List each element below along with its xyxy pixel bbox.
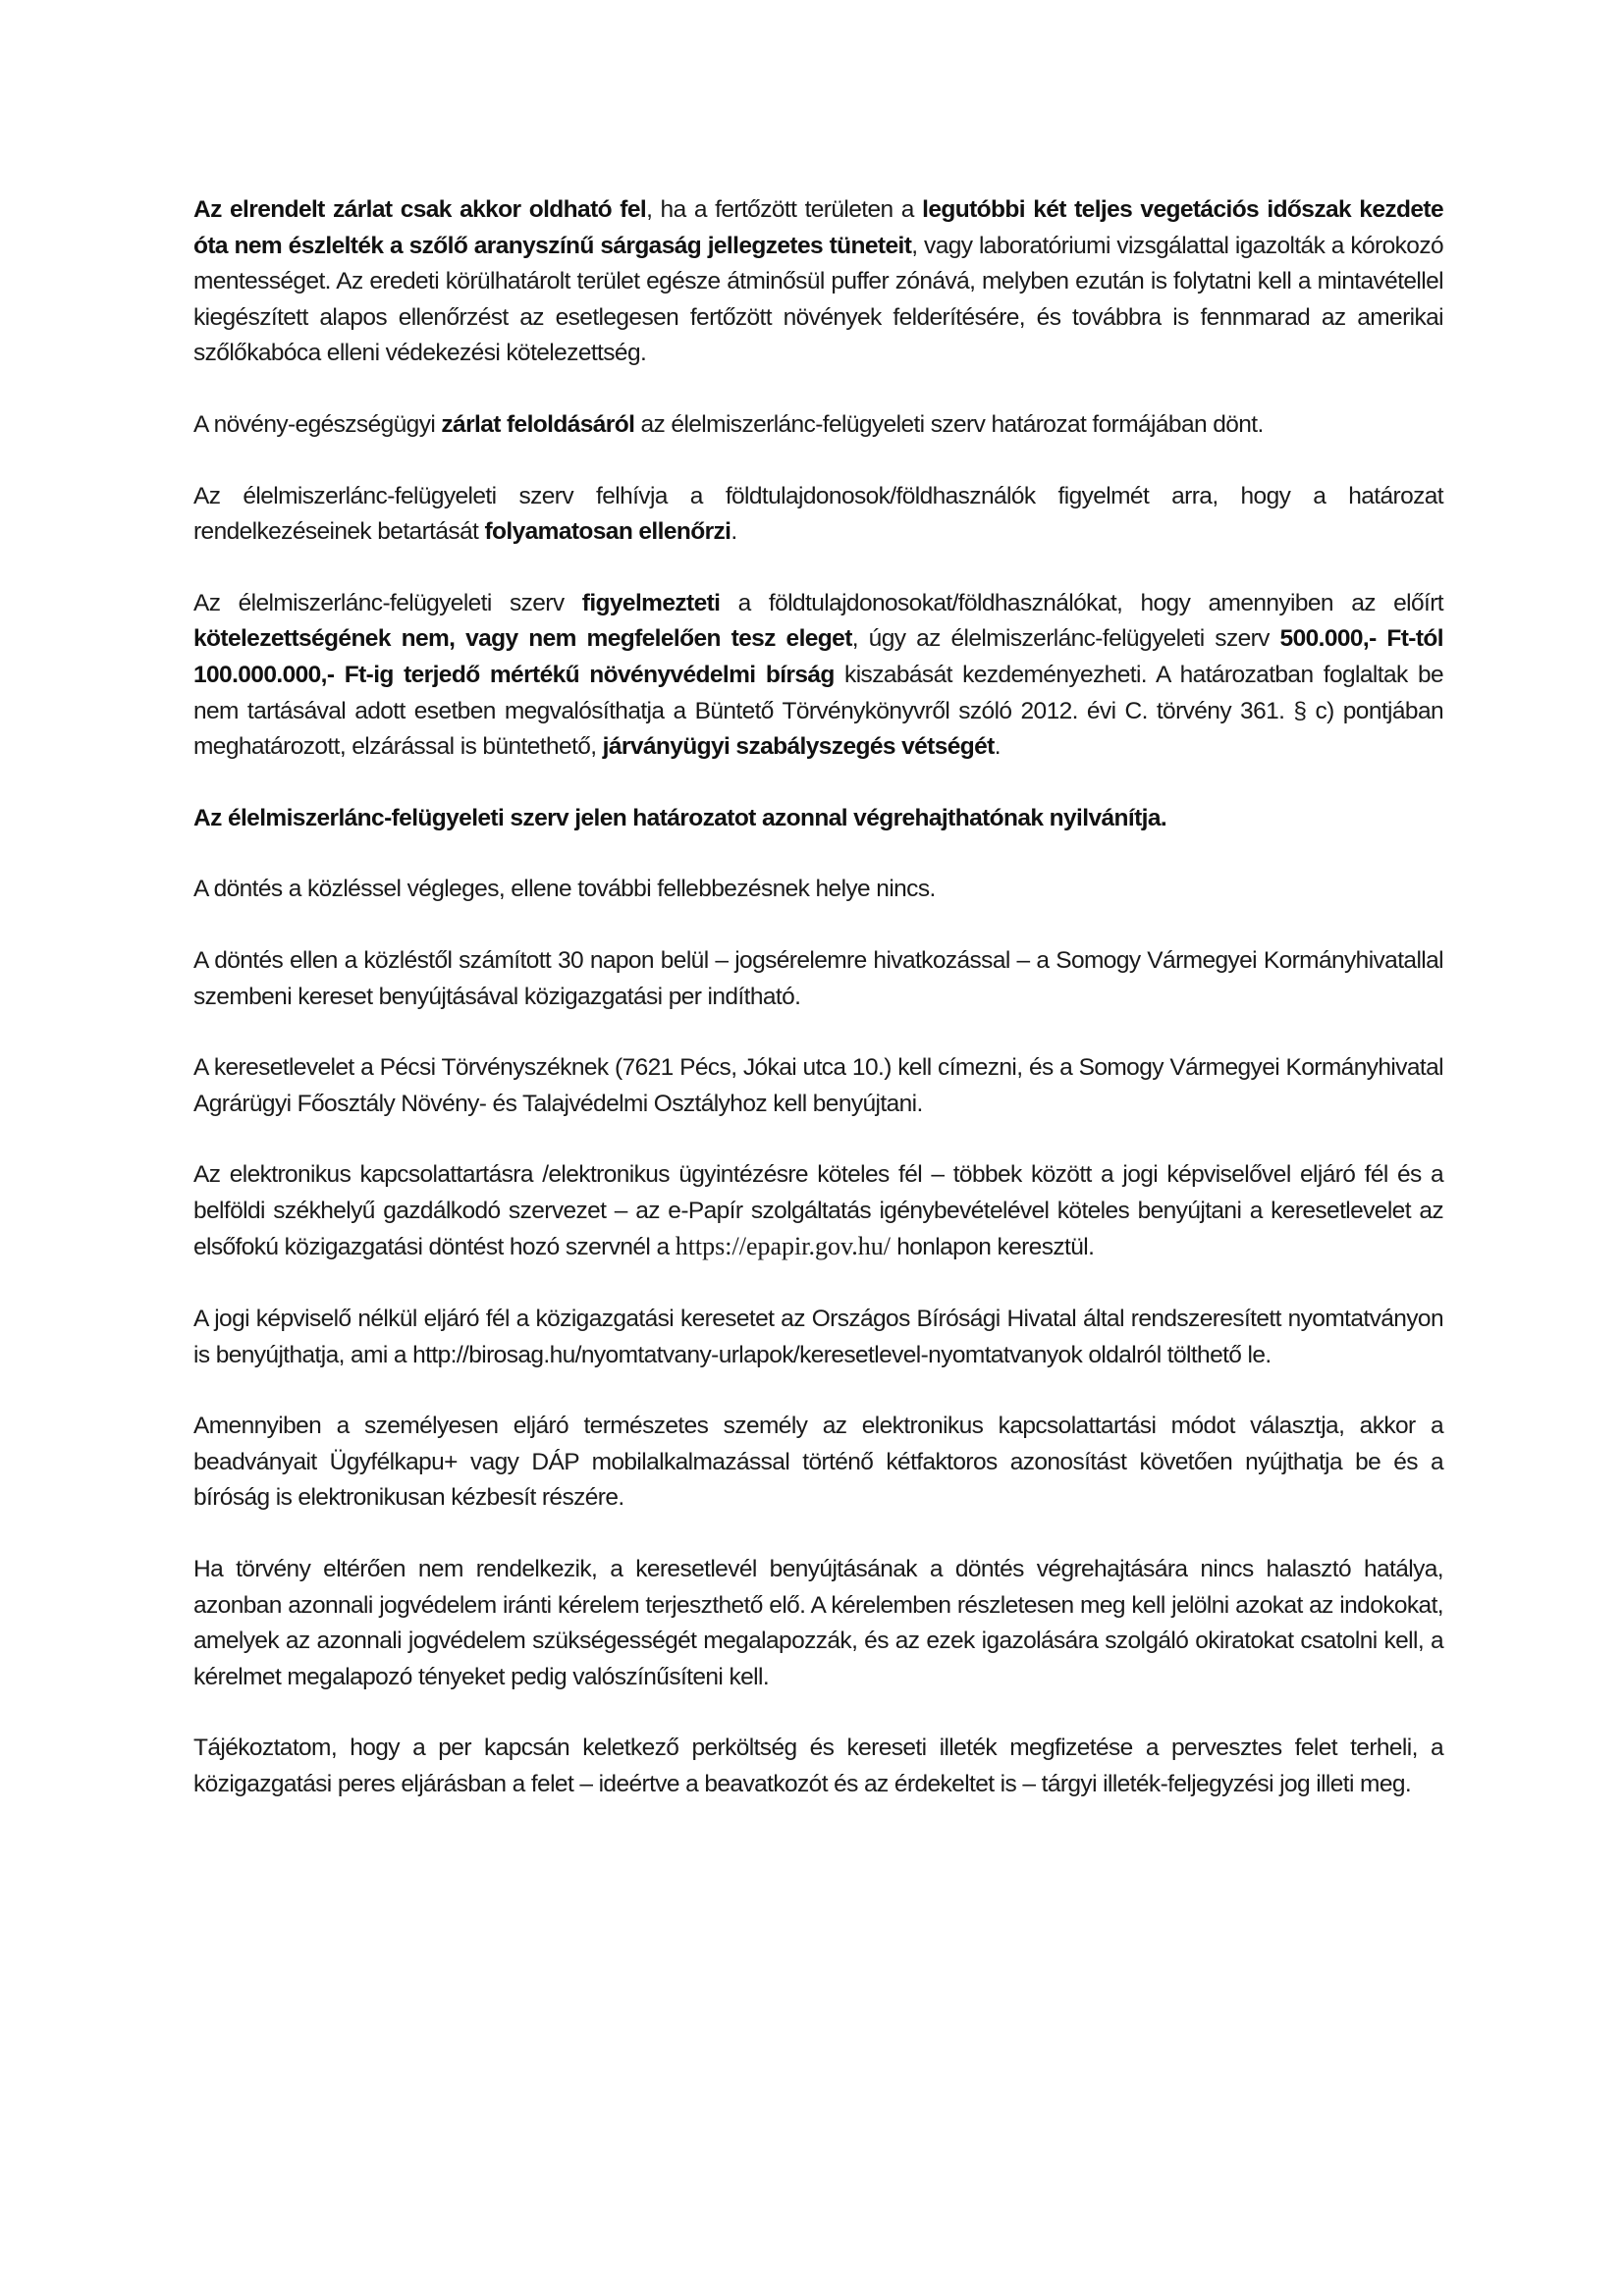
bold-text: legutóbbi két teljes vegetációs időszak kezdete óta nem észlelték a szőlő aranyszínű sárgaság jellegzetes tüneteit — [193, 196, 1443, 259]
text: Amennyiben a személyesen eljáró természetes személy az elektronikus kapcsolattartási módot választja, akkor a beadványait Ügyfélkapu+ vagy DÁP mobilalkalmazással történő kétfaktoros azonosítást követően nyújthatja be és a bíróság is elektronikusan kézbesít részére. — [193, 1413, 1443, 1512]
bold-text: járványügyi szabályszegés vétségét — [602, 733, 995, 761]
text: az élelmiszerlánc-felügyeleti szerv határozat formájában dönt. — [634, 410, 1264, 438]
text: . — [731, 518, 737, 546]
paragraph-zarlat-feloldasarol — [193, 407, 1443, 444]
text: A keresetlevelet a Pécsi Törvényszéknek (7621 Pécs, Jókai utca 10.) kell címezni, és a Somogy Vármegyei Kormányhivatal Agrárügyi Főosztály Növény- és Talajvédelmi Osztályhoz kell benyújtani. — [193, 1054, 1443, 1117]
text: , úgy az élelmiszerlánc-felügyeleti szerv — [851, 625, 1280, 653]
text: A döntés a közléssel végleges, ellene további fellebbezésnek helye nincs. — [193, 876, 936, 903]
paragraph-zarlat-feloldas-feltetelei — [193, 192, 1443, 372]
bold-text: kötelezettségének nem, vagy nem megfelelően tesz eleget — [193, 625, 852, 653]
paragraph-elektronikus-kapcsolattartas — [193, 1157, 1443, 1266]
text: , ha a fertőzött területen a — [646, 196, 923, 223]
text: . — [994, 733, 1001, 761]
text: a földtulajdonosokat/földhasználókat, hogy amennyiben az előírt — [720, 589, 1443, 616]
text: kiszabását kezdeményezheti. A határozatban foglaltak be nem tartásával adott esetben megvalósíthatja a Büntető Törvénykönyvről szóló 2012. évi C. törvény 361. § c) pontjában meghatározott, elzárással is büntethető, — [193, 661, 1443, 761]
text: , vagy laboratóriumi vizsgálattal igazolták a kórokozó mentességet. Az eredeti körülhatárolt terület egésze átminősül puffer zónává, melyben ezután is folytatni kell a mintavétellel kiegészített alapos ellenőrzést az esetlegesen fertőzött növények felderítésére, és továbbra is fennmarad az amerikai szőlőkabóca elleni védekezési kötelezettség. — [193, 232, 1443, 367]
document-page — [193, 192, 1443, 1839]
text: Az élelmiszerlánc-felügyeleti szerv felhívja a földtulajdonosok/földhasználók figyelmét arra, hogy a határozat rendelkezéseinek betartását — [193, 482, 1443, 546]
bold-text: figyelmezteti — [581, 589, 721, 616]
paragraph-nyomtatvany — [193, 1302, 1443, 1373]
bold-text: Az elrendelt zárlat csak akkor oldható fel — [193, 196, 647, 223]
text: Ha törvény eltérően nem rendelkezik, a keresetlevél benyújtásának a döntés végrehajtására nincs halasztó hatálya, azonban azonnali jogvédelem iránti kérelem terjeszthető elő. A kérelemben részletesen meg kell jelölni azokat az indokokat, amelyek az azonnali jogvédelem szükségességét megalapozzák, és az ezek igazolására szolgáló okiratokat csatolni kell, a kérelmet megalapozó tényeket pedig valószínűsíteni kell. — [193, 1556, 1443, 1690]
text: Tájékoztatom, hogy a per kapcsán keletkező perköltség és kereseti illeték megfizetése a pervesztes felet terheli, a közigazgatási peres eljárásban a felet – ideértve a beavatkozót és az érdekeltet is – tárgyi illeték-feljegyzési jog illeti meg. — [193, 1735, 1443, 1797]
bold-text: Az élelmiszerlánc-felügyeleti szerv jelen határozatot azonnal végrehajthatónak nyilvánítja. — [193, 804, 1167, 831]
paragraph-halaszto-hataly — [193, 1552, 1443, 1695]
paragraph-ugyfelkapu — [193, 1409, 1443, 1517]
text: honlapon keresztül. — [891, 1234, 1095, 1261]
paragraph-perkoltseg — [193, 1731, 1443, 1802]
text: A növény-egészségügyi — [193, 410, 442, 438]
paragraph-azonnal-vegrehajthato — [193, 801, 1443, 837]
paragraph-vegleges-dontes — [193, 872, 1443, 908]
paragraph-kozigazgatasi-per — [193, 943, 1443, 1015]
paragraph-keresetlevel-cimzese — [193, 1050, 1443, 1122]
bold-text: zárlat feloldásáról — [441, 410, 635, 438]
text: A jogi képviselő nélkül eljáró fél a közigazgatási keresetet az Országos Bírósági Hivatal által rendszeresített nyomtatványon is benyújthatja, ami a http://birosag.hu/nyomtatvany-urlapok/keresetlevel-nyomtatvanyok oldalról tölthető le. — [193, 1306, 1443, 1368]
paragraph-ellenorzes — [193, 479, 1443, 551]
bold-text: folyamatosan ellenőrzi — [484, 518, 731, 546]
bold-text: 500.000,- Ft-tól 100.000.000,- Ft-ig terjedő mértékű növényvédelmi bírság — [193, 625, 1443, 688]
text: A döntés ellen a közléstől számított 30 napon belül – jogsérelemre hivatkozással – a Somogy Vármegyei Kormányhivatallal szembeni kereset benyújtásával közigazgatási per indítható. — [193, 946, 1443, 1010]
text: Az élelmiszerlánc-felügyeleti szerv — [193, 589, 582, 616]
text: Az elektronikus kapcsolattartásra /elektronikus ügyintézésre köteles fél – többek között a jogi képviselővel eljáró fél és a belföldi székhelyű gazdálkodó szervezet – az e-Papír szolgáltatás igénybevételével köteles benyújtani a keresetlevelet az elsőfokú közigazgatási döntést hozó szervnél a — [193, 1161, 1443, 1261]
paragraph-figyelmeztetes-birsag — [193, 586, 1443, 766]
epapir-link[interactable]: https://epapir.gov.hu/ — [675, 1232, 892, 1261]
